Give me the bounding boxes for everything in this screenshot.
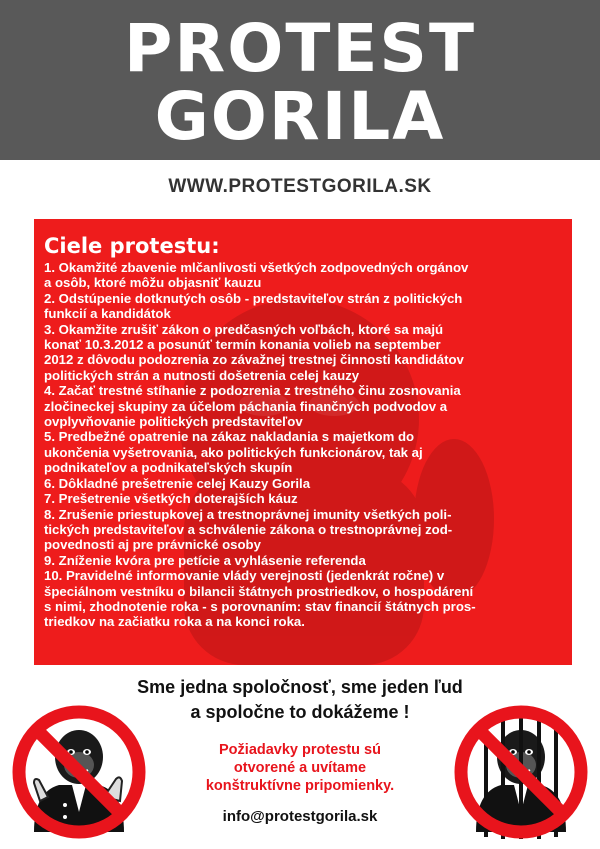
website-url: WWW.PROTESTGORILA.SK [168,176,432,197]
title-gorila: GORILA [154,78,446,155]
goals-content [44,233,566,630]
goal-line: triedkov na začiatku roka a na konci roka. [44,614,305,630]
goal-line: 6. Dôkladné prešetrenie celej Kauzy Gorila [44,475,311,491]
goal-line: 5. Predbežné opatrenie na zákaz nakladania s majetkom do [44,429,415,445]
title-protest: PROTEST [124,10,476,87]
demand-line-3: konštruktívne pripomienky. [205,778,395,794]
goal-line: 2012 z dôvodu podozrenia zo závažnej trestnej činnosti kandidátov [44,352,464,368]
slogan-line-1: Sme jedna spoločnosť, sme jeden ľud [137,677,463,697]
goal-line: 9. Zníženie kvóra pre petície a vyhlásenie referenda [44,552,366,568]
goal-line: s nimi, zhodnotenie roka - s porovnaním: stav financií štátnych pros- [44,598,476,614]
goal-line: tických predstaviteľov a schválenie zákona o trestnoprávnej zod- [44,521,453,537]
header-banner [0,0,600,160]
slogan-line-2: a spoločne to dokážeme ! [190,702,410,722]
contact-email: info@protestgorila.sk [222,808,378,825]
goal-line: 3. Okamžite zrušiť zákon o predčasných voľbách, ktoré sa majú [44,321,444,337]
goal-line: ovplyvňovanie politických predstaviteľov [44,414,303,430]
demand-line-1: Požiadavky protestu sú [219,742,381,758]
no-gorilla-behind-bars-sign-icon [446,697,596,847]
goal-line: 2. Odstúpenie dotknutých osôb - predstaviteľov strán z politických [44,290,463,306]
goal-line: špeciálnom vestníku o bilancii štátnych prostriedkov, o hospodárení [44,583,474,599]
goal-line: funkcií a kandidátok [44,306,171,322]
goal-line: a osôb, ktoré môžu objasniť kauzu [44,275,262,291]
goal-line: 8. Zrušenie priestupkovej a trestnoprávnej imunity všetkých poli- [44,506,452,522]
goal-line: 10. Pravidelné informovanie vlády verejnosti (jedenkrát ročne) v [44,568,445,584]
goals-panel [34,219,572,665]
goal-line: zločineckej skupiny za účelom páchania finančných podvodov a [44,398,448,414]
goal-line: podnikateľov a podnikateľských skupín [44,460,293,476]
goal-line: 4. Začať trestné stíhanie z podozrenia z trestného činu zosnovania [44,383,461,399]
goal-line: 1. Okamžité zbavenie mlčanlivosti všetkých zodpovedných orgánov [44,260,469,275]
goal-line: konať 10.3.2012 a posunúť termín konania volieb na september [44,337,441,353]
no-gorilla-sign-icon [4,697,154,847]
goal-line: povednosti aj pre právnické osoby [44,537,261,553]
goal-line: politických strán a nutnosti došetrenia celej kauzy [44,367,360,383]
goals-title: Ciele protestu: [44,234,220,258]
demand-line-2: otvorené a uvítame [233,760,367,776]
goal-line: ukončenia vyšetrovania, ako politických funkcionárov, tak aj [44,444,423,460]
goal-line: 7. Prešetrenie všetkých doterajších káuz [44,491,298,507]
